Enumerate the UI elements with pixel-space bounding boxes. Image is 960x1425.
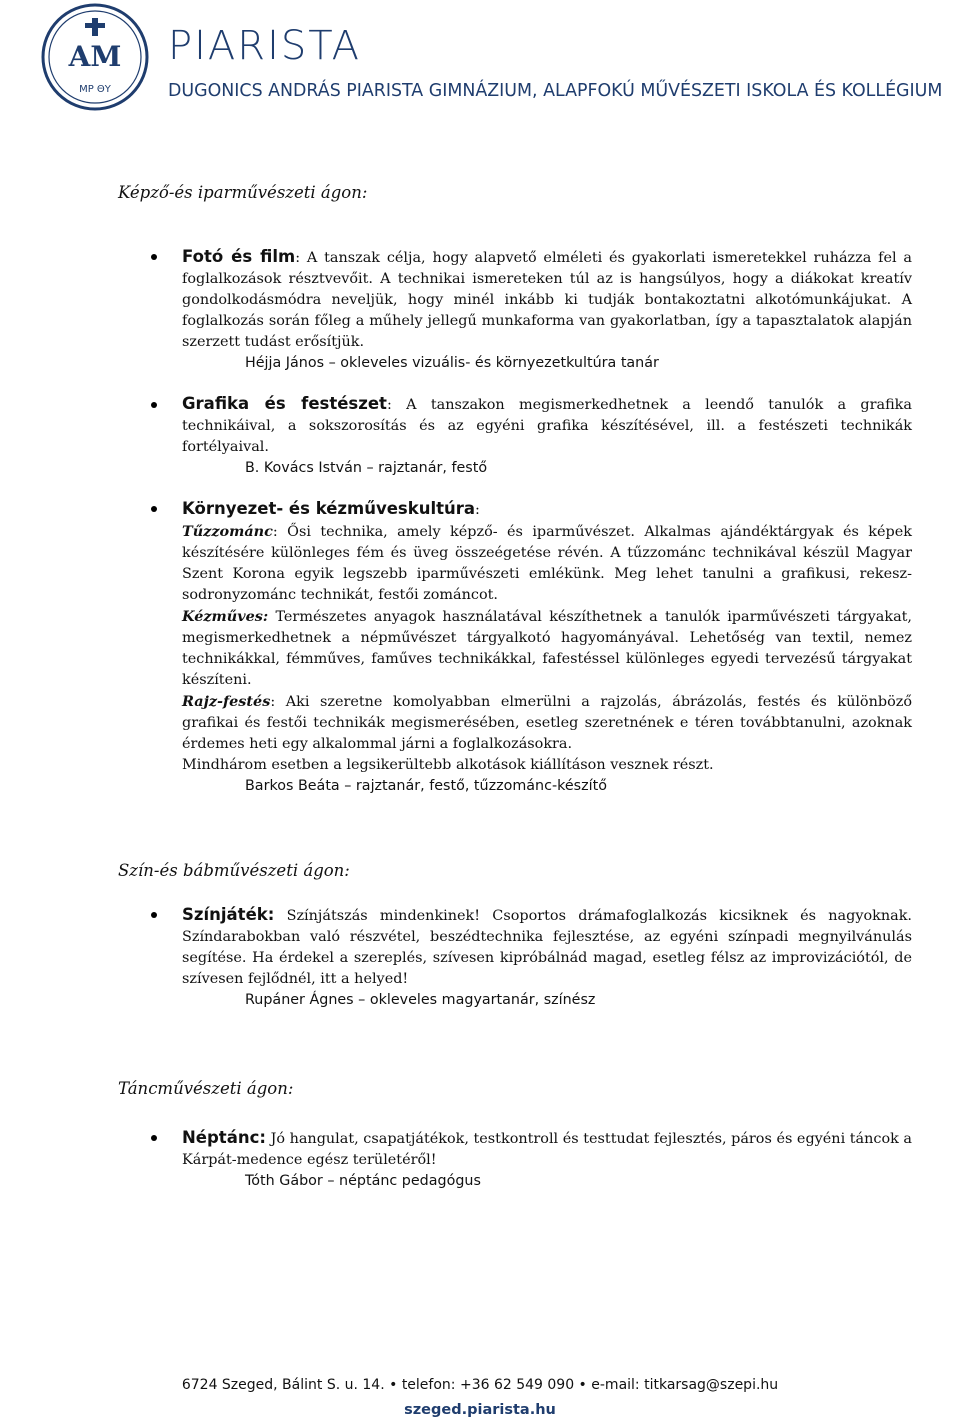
section-title-visual-arts: Képző-és iparművészeti ágon: bbox=[118, 183, 368, 202]
item-photo-film: Fotó és film: A tanszak célja, hogy alapvető elméleti és gyakorlati ismeretekkel ruházza fel a foglalkozások résztvevőit. A technikai ismereteken túl az is hangsúlyos, hogy a diákokat kreatív gondolkodásmódra neveljük, hogy minél inkább ki tudják bontakoztatni alkotómunkájukat. A foglalkozás során főleg a műhely jellegű munkaforma van gyakorlatban, így a tapasztalatok alapján szerzett tudást erősítjük. Héjja János – okleveles vizuális- és környezetkultúra tanár bbox=[182, 246, 912, 374]
bullet bbox=[151, 402, 157, 408]
footer-address: 6724 Szeged, Bálint S. u. 14. • telefon: +36 62 549 090 • e-mail: titkarsag@szepi.hu bbox=[181, 1377, 779, 1393]
item-heading: Környezet- és kézműveskultúra bbox=[182, 499, 476, 518]
subitem-text: Aki szeretne komolyabban elmerülni a rajzolás, ábrázolás, festés és különböző grafikai és festői technikák megismerésében, esetleg szeretnének e téren továbbtanulni, azoknak érdemes heti egy alkalommal járni a foglalkozásokra. bbox=[182, 694, 912, 752]
item-text: Színjátszás mindenkinek! Csoportos drámafoglalkozás kicsiknek és nagyoknak. Színdarabokban való részvétel, beszédtechnika fejlesztése, az egyéni színpadi megnyilvánulás segítése. Ha érdekel a szereplés, szívesen kipróbálnád magad, esetleg félsz az improvizációtól, de szívesen fejlődnél, itt a helyed! bbox=[182, 908, 913, 987]
item-signature: Rupáner Ágnes – okleveles magyartanár, színész bbox=[245, 992, 596, 1008]
item-signature: Tóth Gábor – néptánc pedagógus bbox=[245, 1173, 481, 1189]
subitem-label: Kézműves: bbox=[182, 608, 269, 625]
bullet bbox=[151, 254, 157, 260]
item-closing: Mindhárom esetben a legsikerültebb alkotások kiállításon vesznek részt. bbox=[182, 757, 714, 773]
item-heading: Fotó és film bbox=[182, 247, 296, 266]
item-heading: Grafika és festészet bbox=[182, 394, 387, 413]
brand-subtitle: DUGONICS ANDRÁS PIARISTA GIMNÁZIUM, ALAPFOKÚ MŰVÉSZETI ISKOLA ÉS KOLLÉGIUM bbox=[168, 81, 943, 101]
bullet bbox=[151, 1135, 157, 1141]
subitem-label: Rajz-festés bbox=[182, 693, 271, 710]
item-text: A tanszakon megismerkedhetnek a leendő tanulók a grafika technikáival, a sokszorosítás és az egyéni grafika készítésével, ill. a festészeti technikák fortélyaival. bbox=[182, 397, 912, 455]
item-heading: Színjáték: bbox=[182, 905, 275, 924]
brand-name: PIARISTA bbox=[168, 23, 361, 69]
item-folk-dance bbox=[182, 1127, 912, 1192]
item-signature: B. Kovács István – rajztanár, festő bbox=[245, 460, 488, 476]
footer-website[interactable]: szeged.piarista.hu bbox=[404, 1402, 556, 1418]
bullet bbox=[151, 912, 157, 918]
item-theatre bbox=[182, 904, 912, 1011]
item-graphics-painting: Grafika és festészet: A tanszakon megismerkedhetnek a leendő tanulók a grafika technikáival, a sokszorosítás és az egyéni grafika készítésével, ill. a festészeti technikák fortélyaival. B. Kovács István – rajztanár, festő bbox=[182, 393, 912, 479]
subitem-label: Tűzzománc bbox=[182, 523, 273, 540]
section-title-theatre: Szín-és bábművészeti ágon: bbox=[118, 861, 350, 880]
item-text: Jó hangulat, csapatjátékok, testkontroll és testtudat fejlesztés, páros és egyéni táncok a Kárpát-medence egész területéről! bbox=[182, 1131, 912, 1168]
bullet bbox=[151, 506, 157, 512]
item-heading: Néptánc: bbox=[182, 1128, 266, 1147]
item-crafts: Környezet- és kézműveskultúra: Tűzzománc: Ősi technika, amely képző- és iparművészet. Alkalmas ajándéktárgyak és képek készítésére különleges fém és üveg összeégetése révén. A tűzzománc technikával készül Magyar Szent Korona egyik legszebb iparművészeti emlékünk. Meg lehet tanulni a grafikusi, rekesz-sodronyzománc technikát, festői zománcot. Kézműves: Természetes anyagok használatával készíthetnek a tanulók iparművészeti tárgyakat, megismerkedhetnek a népművészet tárgyalkotó hagyományával. Lehetőség van textil, nemez technikákkal, fémműves, faműves technikákkal, fafestéssel különleges egyedi tervezésű tárgyakat készíteni. Rajz-festés: Aki szeretne komolyabban elmerülni a rajzolás, ábrázolás, festés és különböző grafikai és festői technikák megismerésében, esetleg szeretnének e téren továbbtanulni, azoknak érdemes heti egy alkalommal járni a foglalkozásokra. Mindhárom esetben a legsikerültebb alkotások kiállításon vesznek részt. Barkos Beáta – rajztanár, festő, tűzzománc-készítő bbox=[182, 498, 912, 797]
item-signature: Barkos Beáta – rajztanár, festő, tűzzománc-készítő bbox=[245, 778, 607, 794]
item-text: A tanszak célja, hogy alapvető elméleti és gyakorlati ismeretekkel ruházza fel a foglalkozások résztvevőit. A technikai ismereteken túl az is hangsúlyos, hogy a diákokat kreatív gondolkodásmódra neveljük, hogy minél inkább ki tudják bontakoztatni alkotómunkájukat. A foglalkozás során főleg a műhely jellegű munkaforma van gyakorlatban, így a tapasztalatok alapján szerzett tudást erősítjük. bbox=[182, 250, 912, 350]
section-title-dance: Táncművészeti ágon: bbox=[118, 1079, 294, 1098]
svg-text:ΑΜ: ΑΜ bbox=[68, 40, 122, 73]
subitem-text: Ősi technika, amely képző- és iparművészet. Alkalmas ajándéktárgyak és képek készítésére különleges fém és üveg összeégetése révén. A tűzzománc technikával készül Magyar Szent Korona egyik legszebb iparművészeti emlékünk. Meg lehet tanulni a grafikusi, rekesz-sodronyzománc technikát, festői zománcot. bbox=[182, 524, 912, 603]
school-logo bbox=[40, 2, 150, 112]
item-signature: Héjja János – okleveles vizuális- és környezetkultúra tanár bbox=[245, 355, 659, 371]
subitem-text: Természetes anyagok használatával készíthetnek a tanulók iparművészeti tárgyakat, megismerkedhetnek a népművészet tárgyalkotó hagyományával. Lehetőség van textil, nemez technikákkal, fémműves, faműves technikákkal, fafestéssel különleges egyedi tervezésű tárgyakat készíteni. bbox=[182, 609, 913, 688]
svg-text:ΜΡ ΘΥ: ΜΡ ΘΥ bbox=[79, 84, 111, 95]
